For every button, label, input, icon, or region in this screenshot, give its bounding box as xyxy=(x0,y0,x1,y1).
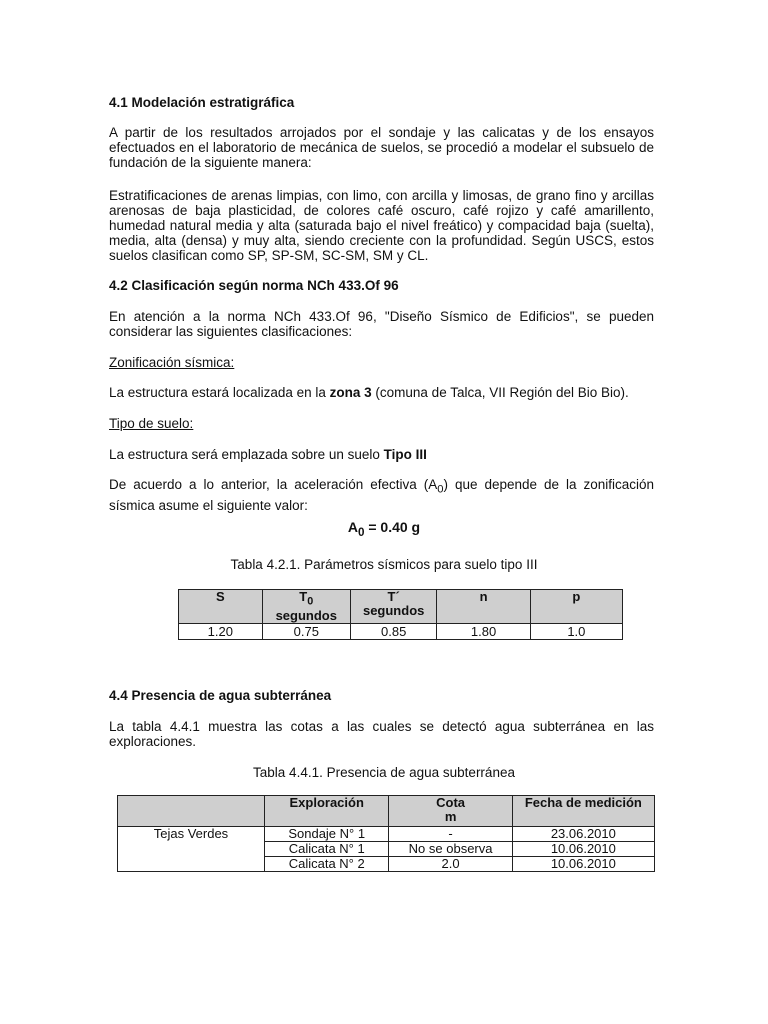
section-4-4-heading: 4.4 Presencia de agua subterránea xyxy=(109,688,332,703)
header-t0-main: T xyxy=(299,589,308,604)
tipo-suelo-text xyxy=(109,447,654,462)
cell-exploracion: Sondaje N° 1 xyxy=(264,827,389,842)
section-4-4-paragraph: La tabla 4.4.1 muestra las cotas a las cuales se detectó agua subterránea en las exploraciones. xyxy=(109,719,654,749)
table-header-row xyxy=(179,590,623,624)
table-4-2-1 xyxy=(178,589,623,640)
section-4-2-paragraph-1: En atención a la norma NCh 433.Of 96, "Diseño Sísmico de Edificios", se pueden considerar las siguientes clasificaciones: xyxy=(109,309,654,339)
aceleracion-formula xyxy=(0,520,768,540)
cell-n: 1.80 xyxy=(437,624,530,640)
aceleracion-paragraph xyxy=(109,477,654,513)
section-4-2-heading: 4.2 Clasificación según norma NCh 433.Of 96 xyxy=(109,278,399,293)
cell-cota: 2.0 xyxy=(389,857,512,872)
cell-t0: 0.75 xyxy=(262,624,350,640)
aceleracion-post: ) que depende de la zonificación sísmica asume el siguiente valor: xyxy=(109,477,654,513)
table-4-2-1-caption: Tabla 4.2.1. Parámetros sísmicos para suelo tipo III xyxy=(230,557,538,572)
section-4-1-paragraph-1: A partir de los resultados arrojados por el sondaje y las calicatas y de los ensayos efectuados en el laboratorio de mecánica de suelos, se procedió a modelar el subsuelo de fundación de la siguiente manera: xyxy=(109,125,654,170)
cell-fecha: 10.06.2010 xyxy=(512,857,654,872)
section-4-1-heading: 4.1 Modelación estratigráfica xyxy=(109,95,295,110)
header-s: S xyxy=(179,590,263,624)
aceleracion-sub: 0 xyxy=(437,483,444,496)
aceleracion-pre: De acuerdo a lo anterior, la aceleración efectiva (A xyxy=(109,477,438,492)
header-cota xyxy=(389,796,512,827)
cell-fecha: 23.06.2010 xyxy=(512,827,654,842)
cell-cota: No se observa xyxy=(389,842,512,857)
header-t0-sub: 0 xyxy=(307,595,314,608)
header-cota-unit: m xyxy=(444,809,457,824)
zonificacion-zona: zona 3 xyxy=(329,385,372,400)
formula-sub: 0 xyxy=(357,525,365,539)
cell-p: 1.0 xyxy=(530,624,622,640)
section-4-1-paragraph-2: Estratificaciones de arenas limpias, con limo, con arcilla y limosas, de grano fino y arcillas arenosas de baja plasticidad, de colores café oscuro, café rojizo y café amarillento, humedad natural media y alta (saturada bajo el nivel freático) y compacidad baja (suelta), media, alta (densa) y muy alta, siendo creciente con la profundidad. Según USCS, estos suelos clasifican como SP, SP-SM, SC-SM, SM y CL. xyxy=(109,188,654,263)
header-t0-unit: segundos xyxy=(275,607,337,623)
header-cota-label: Cota xyxy=(436,795,466,810)
cell-exploracion: Calicata N° 2 xyxy=(264,857,389,872)
formula-value: = 0.40 g xyxy=(364,519,421,535)
cell-exploracion: Calicata N° 1 xyxy=(264,842,389,857)
table-row xyxy=(179,624,623,640)
header-n: n xyxy=(437,590,530,624)
tipo-suelo-label: Tipo de suelo: xyxy=(109,416,194,431)
zonificacion-label: Zonificación sísmica: xyxy=(109,355,235,370)
zonificacion-text xyxy=(109,385,654,400)
zonificacion-text-pre: La estructura estará localizada en la xyxy=(109,385,330,400)
zonificacion-text-post: (comuna de Talca, VII Región del Bio Bio). xyxy=(371,385,629,400)
cell-fecha: 10.06.2010 xyxy=(512,842,654,857)
cell-cota: - xyxy=(389,827,512,842)
header-fecha: Fecha de medición xyxy=(512,796,654,827)
cell-s: 1.20 xyxy=(179,624,263,640)
header-blank xyxy=(118,796,265,827)
cell-tprime: 0.85 xyxy=(350,624,436,640)
header-p: p xyxy=(530,590,622,624)
header-exploracion: Exploración xyxy=(264,796,389,827)
table-header-row xyxy=(118,796,655,827)
tipo-suelo-value: Tipo III xyxy=(383,447,427,462)
table-row xyxy=(118,827,655,842)
header-t0 xyxy=(262,590,350,624)
header-tprime-main: T´ xyxy=(387,589,400,604)
tipo-suelo-text-pre: La estructura será emplazada sobre un suelo xyxy=(109,447,384,462)
table-4-4-1 xyxy=(117,795,655,872)
table-4-4-1-caption: Tabla 4.4.1. Presencia de agua subterránea xyxy=(253,765,515,780)
formula-a: A xyxy=(347,519,358,535)
header-tprime xyxy=(350,590,436,624)
cell-location: Tejas Verdes xyxy=(118,827,265,872)
header-tprime-unit: segundos xyxy=(362,603,425,618)
